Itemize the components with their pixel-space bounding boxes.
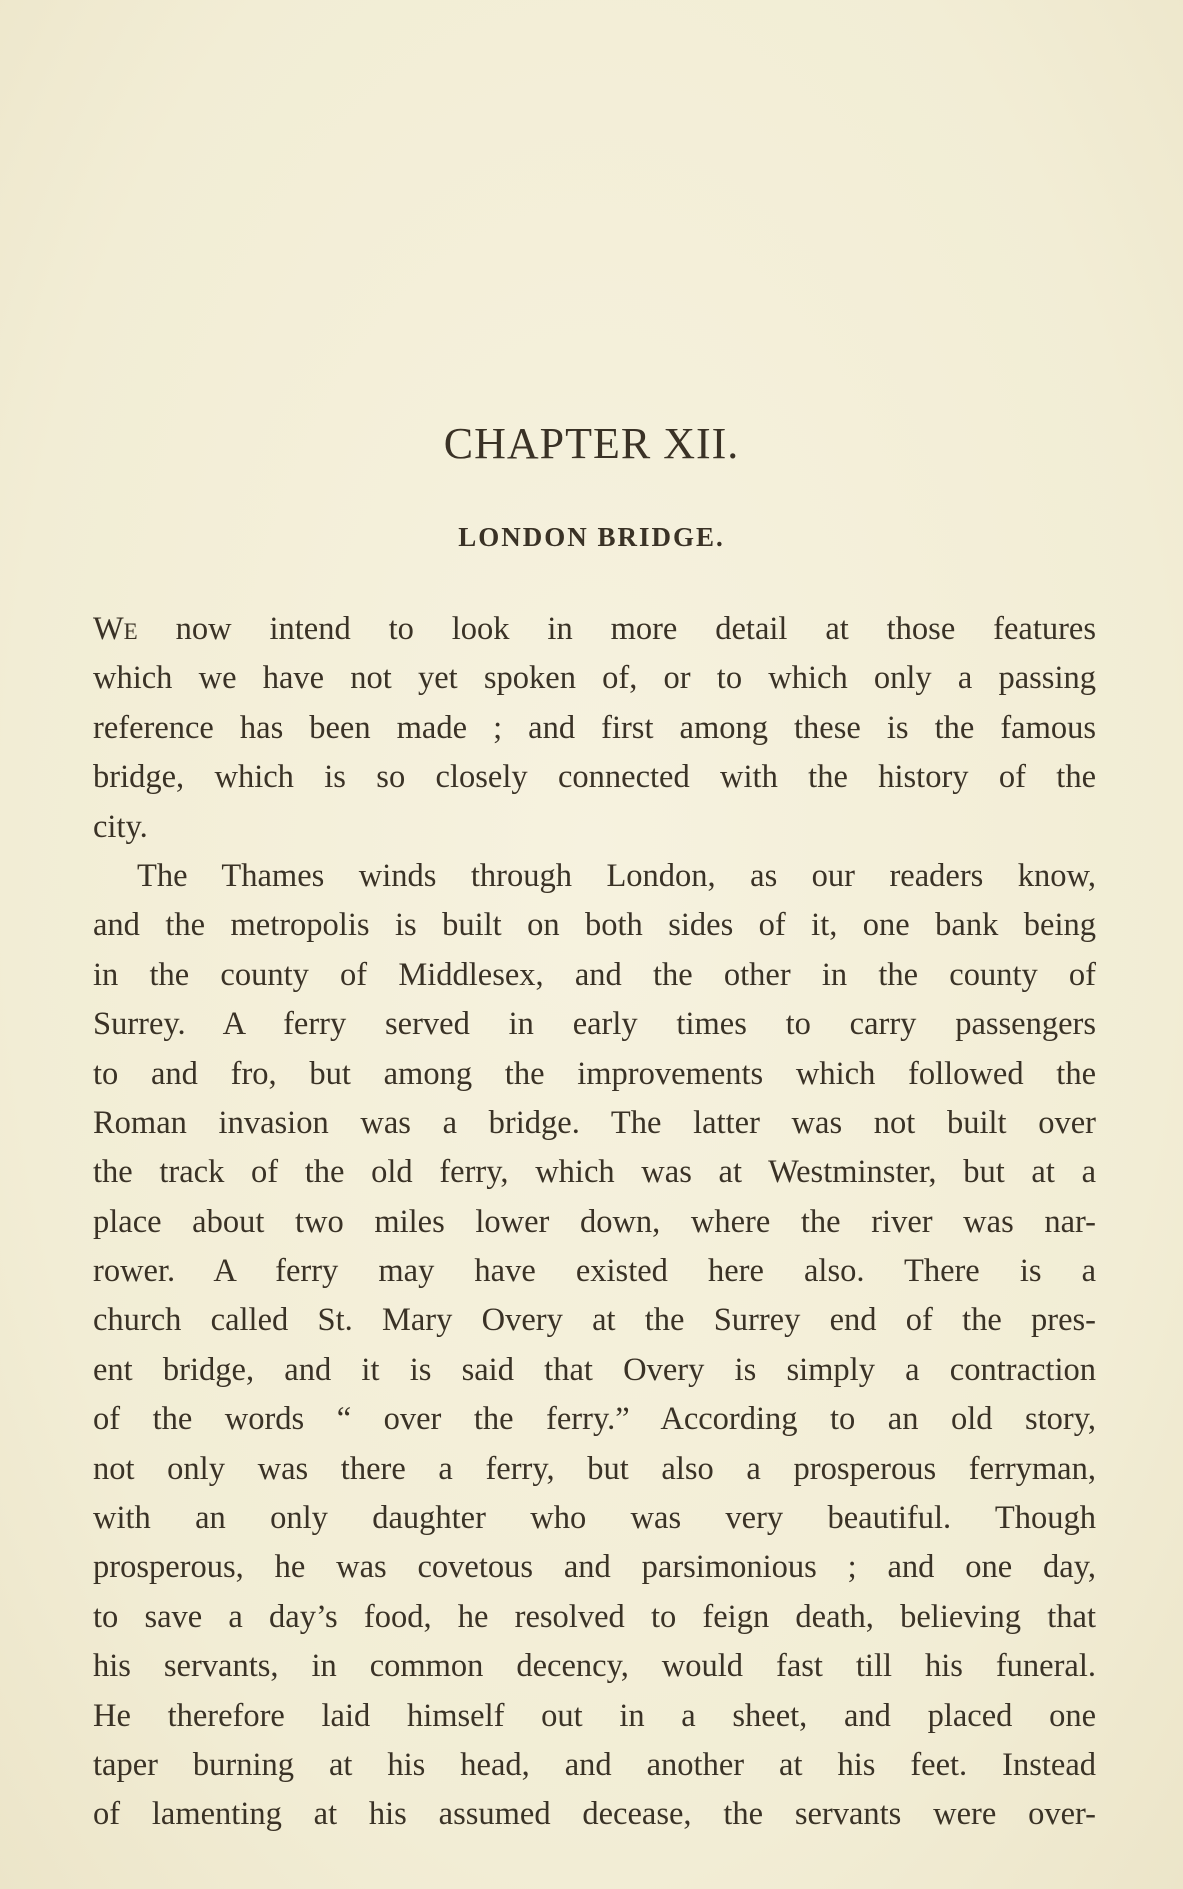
text-line: of lamenting at his assumed decease, the servants were over- (93, 1796, 1096, 1833)
text-line: ent bridge, and it is said that Overy is simply a contraction (93, 1351, 1096, 1388)
text-line: church called St. Mary Overy at the Surrey end of the pres- (93, 1302, 1096, 1339)
text-line: taper burning at his head, and another at his feet. Instead (93, 1746, 1096, 1783)
body-text (93, 605, 1096, 1840)
text-line-content: now intend to look in more detail at those features (137, 611, 1096, 647)
text-line: prosperous, he was covetous and parsimonious ; and one day, (93, 1549, 1096, 1586)
chapter-subtitle: LONDON BRIDGE. (458, 522, 725, 552)
text-line: in the county of Middlesex, and the other in the county of (93, 956, 1096, 993)
text-line: to save a day’s food, he resolved to feign death, believing that (93, 1598, 1096, 1635)
chapter-heading: CHAPTER XII. (443, 419, 740, 468)
text-line: The Thames winds through London, as our readers know, (137, 857, 1096, 894)
text-line: Roman invasion was a bridge. The latter was not built over (93, 1104, 1096, 1141)
text-line: with an only daughter who was very beautiful. Though (93, 1500, 1096, 1537)
text-line: not only was there a ferry, but also a prosperous ferryman, (93, 1450, 1096, 1487)
text-line: bridge, which is so closely connected with the history of the (93, 759, 1096, 796)
text-line: city. (93, 808, 148, 845)
text-line: reference has been made ; and first among these is the famous (93, 709, 1096, 746)
text-line: of the words “ over the ferry.” According to an old story, (93, 1401, 1096, 1438)
text-line: place about two miles lower down, where the river was nar- (93, 1203, 1096, 1240)
text-line: his servants, in common decency, would fast till his funeral. (93, 1648, 1096, 1685)
text-line: the track of the old ferry, which was at Westminster, but at a (93, 1154, 1096, 1191)
text-line: He therefore laid himself out in a sheet, and placed one (93, 1697, 1096, 1734)
text-line: to and fro, but among the improvements which followed the (93, 1055, 1096, 1092)
text-line: and the metropolis is built on both sides of it, one bank being (93, 907, 1096, 944)
opening-word: We (93, 611, 138, 647)
text-line: Surrey. A ferry served in early times to carry passengers (93, 1006, 1096, 1043)
text-line: rower. A ferry may have existed here also. There is a (93, 1253, 1096, 1290)
text-line (93, 605, 1096, 654)
text-line: which we have not yet spoken of, or to which only a passing (93, 660, 1096, 697)
